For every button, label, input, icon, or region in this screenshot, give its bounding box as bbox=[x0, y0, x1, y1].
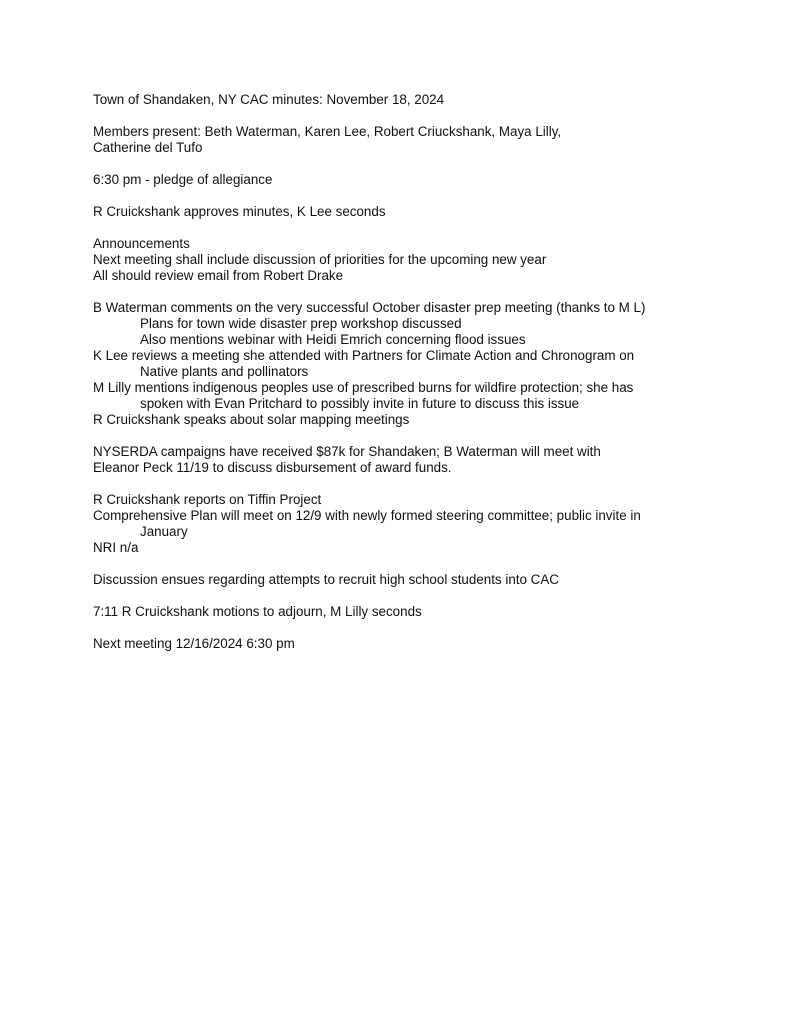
spacer bbox=[93, 220, 733, 236]
report-lilly-continued: spoken with Evan Pritchard to possibly invite in future to discuss this issue bbox=[140, 396, 580, 411]
discussion-line: Discussion ensues regarding attempts to recruit high school students into CAC bbox=[93, 572, 559, 587]
members-present-line-1: Members present: Beth Waterman, Karen Lee, Robert Criuckshank, Maya Lilly, bbox=[93, 124, 562, 139]
report-waterman-sub-2: Also mentions webinar with Heidi Emrich concerning flood issues bbox=[140, 332, 526, 347]
adjourn-line: 7:11 R Cruickshank motions to adjourn, M Lilly seconds bbox=[93, 604, 422, 619]
announcement-item: All should review email from Robert Drake bbox=[93, 268, 344, 283]
spacer bbox=[93, 188, 733, 204]
report-waterman: B Waterman comments on the very successful October disaster prep meeting (thanks to M L) bbox=[93, 300, 646, 315]
next-meeting-line: Next meeting 12/16/2024 6:30 pm bbox=[93, 636, 295, 651]
members-present-line-2: Catherine del Tufo bbox=[93, 140, 203, 155]
minutes-approval-line: R Cruickshank approves minutes, K Lee seconds bbox=[93, 204, 386, 219]
report-waterman-sub-1: Plans for town wide disaster prep workshop discussed bbox=[140, 316, 462, 331]
spacer bbox=[93, 156, 733, 172]
comprehensive-plan-continued: January bbox=[140, 524, 188, 539]
nyserda-line-1: NYSERDA campaigns have received $87k for Shandaken; B Waterman will meet with bbox=[93, 444, 601, 459]
spacer bbox=[93, 284, 733, 300]
spacer bbox=[93, 476, 733, 492]
spacer bbox=[93, 556, 733, 572]
announcements-heading: Announcements bbox=[93, 236, 190, 251]
nri-line: NRI n/a bbox=[93, 540, 139, 555]
pledge-line: 6:30 pm - pledge of allegiance bbox=[93, 172, 273, 187]
document-title: Town of Shandaken, NY CAC minutes: November 18, 2024 bbox=[93, 92, 445, 107]
minutes-body bbox=[93, 92, 733, 652]
report-lee-continued: Native plants and pollinators bbox=[140, 364, 309, 379]
spacer bbox=[93, 588, 733, 604]
tiffin-project-line: R Cruickshank reports on Tiffin Project bbox=[93, 492, 322, 507]
comprehensive-plan-line: Comprehensive Plan will meet on 12/9 with newly formed steering committee; public invite in bbox=[93, 508, 641, 523]
announcement-item: Next meeting shall include discussion of priorities for the upcoming new year bbox=[93, 252, 547, 267]
spacer bbox=[93, 620, 733, 636]
report-lee: K Lee reviews a meeting she attended with Partners for Climate Action and Chronogram on bbox=[93, 348, 635, 363]
spacer bbox=[93, 108, 733, 124]
spacer bbox=[93, 428, 733, 444]
nyserda-line-2: Eleanor Peck 11/19 to discuss disbursement of award funds. bbox=[93, 460, 452, 475]
report-cruickshank: R Cruickshank speaks about solar mapping meetings bbox=[93, 412, 410, 427]
report-lilly: M Lilly mentions indigenous peoples use of prescribed burns for wildfire protection; she has bbox=[93, 380, 634, 395]
